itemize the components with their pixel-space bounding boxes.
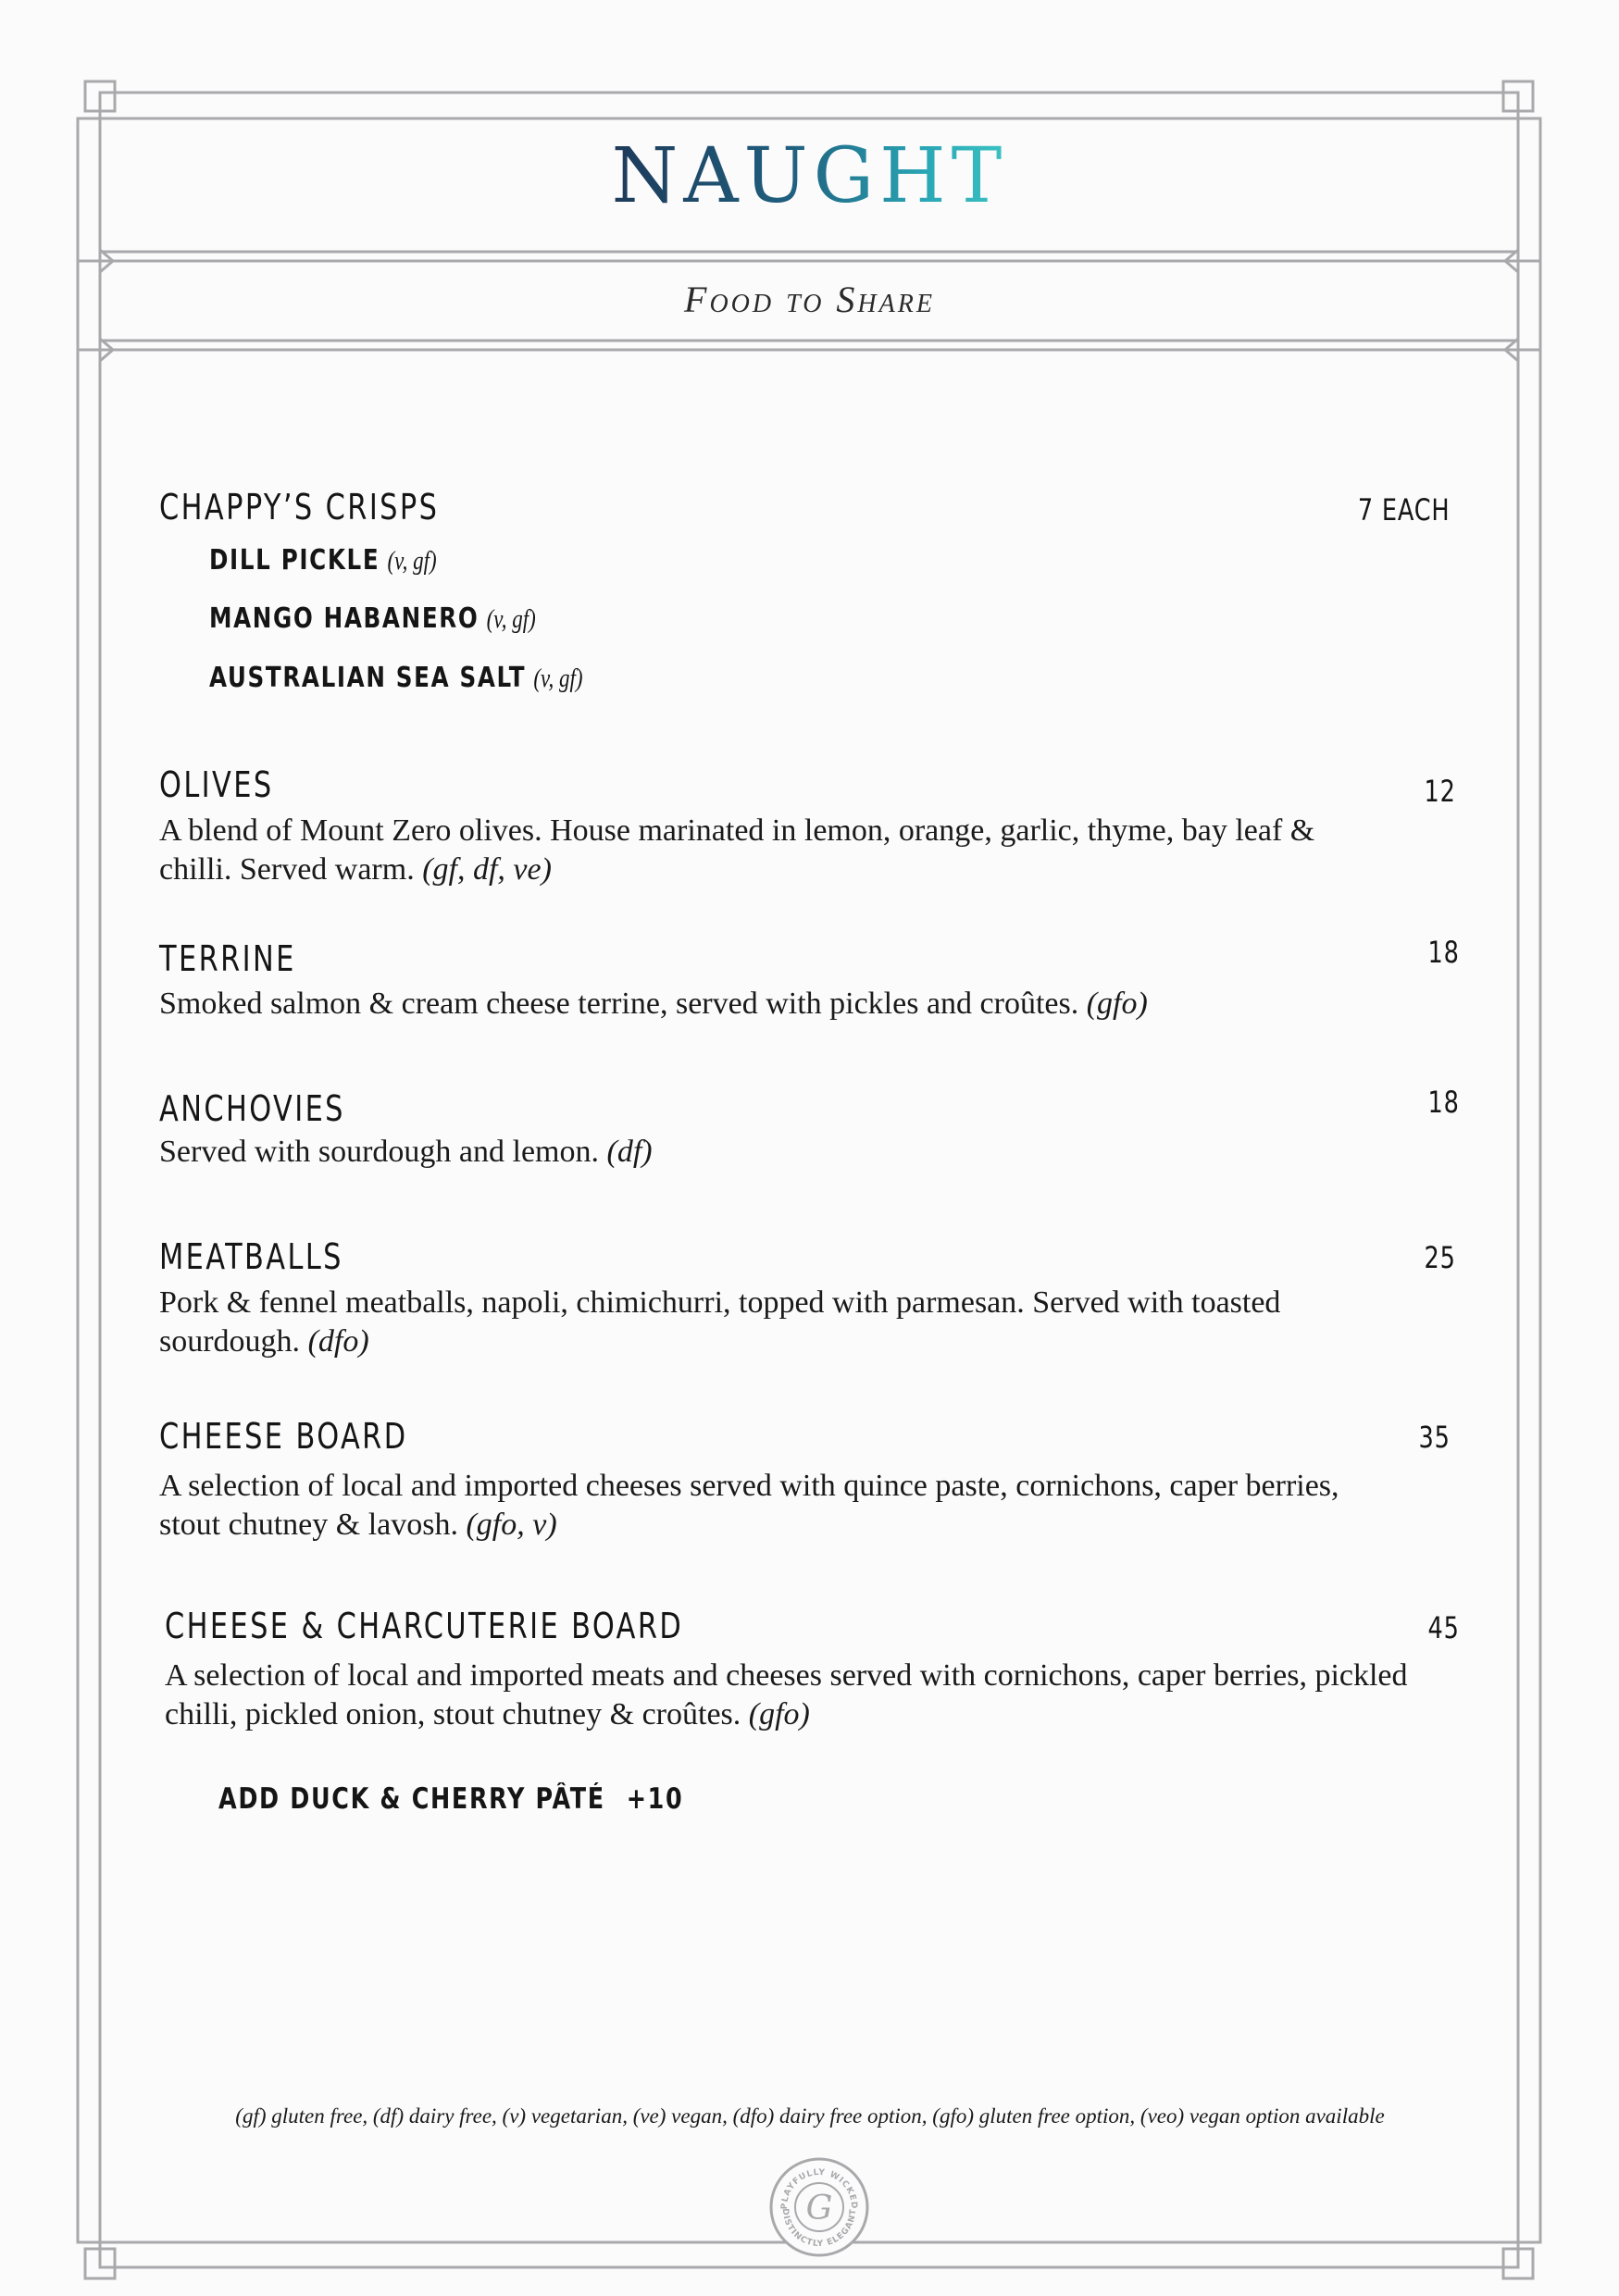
item-description: A selection of local and imported cheeses served with quince paste, cornichons, caper berries, stout chutney & lavosh. (gfo, v) (159, 1469, 1339, 1542)
item-price: 12 (1424, 774, 1456, 809)
addon-label: ADD DUCK & CHERRY PÂTÉ (218, 1782, 605, 1816)
item-name: TERRINE (159, 938, 296, 979)
item-name: CHEESE BOARD (159, 1416, 408, 1457)
item-price: 45 (1427, 1610, 1460, 1645)
seal-bottom-text: DISTINCTLY ELEGANT (779, 2208, 859, 2250)
item-name: OLIVES (159, 764, 274, 805)
item-description: Served with sourdough and lemon. (df) (159, 1135, 653, 1169)
dietary-tags: (v, gf) (533, 664, 583, 693)
dietary-legend: (gf) gluten free, (df) dairy free, (v) vegetarian, (ve) vegan, (dfo) dairy free option, (gfo) gluten free option, (veo) vegan option available (235, 2104, 1385, 2128)
variety-name: AUSTRALIAN SEA SALT (209, 662, 527, 694)
item-description: A blend of Mount Zero olives. House marinated in lemon, orange, garlic, thyme, bay leaf & chilli. Served warm. (gf, df, ve) (159, 813, 1315, 887)
item-name: ANCHOVIES (159, 1088, 345, 1129)
addon-price: +10 (626, 1782, 684, 1816)
dietary-tags: (dfo) (307, 1324, 369, 1359)
brand-logo (0, 132, 1619, 220)
variety-name: MANGO HABANERO (209, 602, 479, 635)
item-price: 7 EACH (1357, 492, 1450, 527)
item-price: 18 (1427, 1085, 1460, 1120)
dietary-tags: (gfo) (1086, 987, 1148, 1021)
item-name: CHAPPY’S CRISPS (159, 487, 440, 527)
page-subtitle: Food to Share (684, 279, 935, 320)
item-description: Smoked salmon & cream cheese terrine, served with pickles and croûtes. (gfo) (159, 987, 1148, 1021)
item-name: MEATBALLS (159, 1236, 343, 1277)
dietary-tags: (df) (606, 1135, 653, 1169)
seal-letter: G (805, 2190, 833, 2228)
variety-item (209, 602, 536, 635)
item-description: Pork & fennel meatballs, napoli, chimichurri, topped with parmesan. Served with toasted sourdough. (dfo) (159, 1285, 1281, 1359)
brand-name: NAUGHT (611, 132, 1008, 220)
addon-line (218, 1782, 683, 1816)
dietary-tags: (gfo) (748, 1697, 810, 1731)
item-price: 18 (1427, 935, 1460, 970)
item-price: 25 (1424, 1240, 1456, 1275)
seal-top-text: PLAYFULLY WICKED (779, 2167, 859, 2210)
dietary-tags: (gfo, v) (466, 1508, 557, 1542)
variety-item (209, 662, 583, 694)
item-description: A selection of local and imported meats and cheeses served with cornichons, caper berries, pickled chilli, pickled onion, stout chutney & croûtes. (gfo) (165, 1658, 1408, 1731)
variety-item (209, 544, 437, 577)
item-price: 35 (1418, 1420, 1451, 1455)
variety-name: DILL PICKLE (209, 544, 380, 577)
dietary-tags: (v, gf) (387, 547, 437, 576)
dietary-tags: (gf, df, ve) (422, 852, 552, 887)
item-name: CHEESE & CHARCUTERIE BOARD (165, 1606, 684, 1646)
brand-seal (768, 2156, 870, 2258)
dietary-tags: (v, gf) (486, 605, 536, 634)
